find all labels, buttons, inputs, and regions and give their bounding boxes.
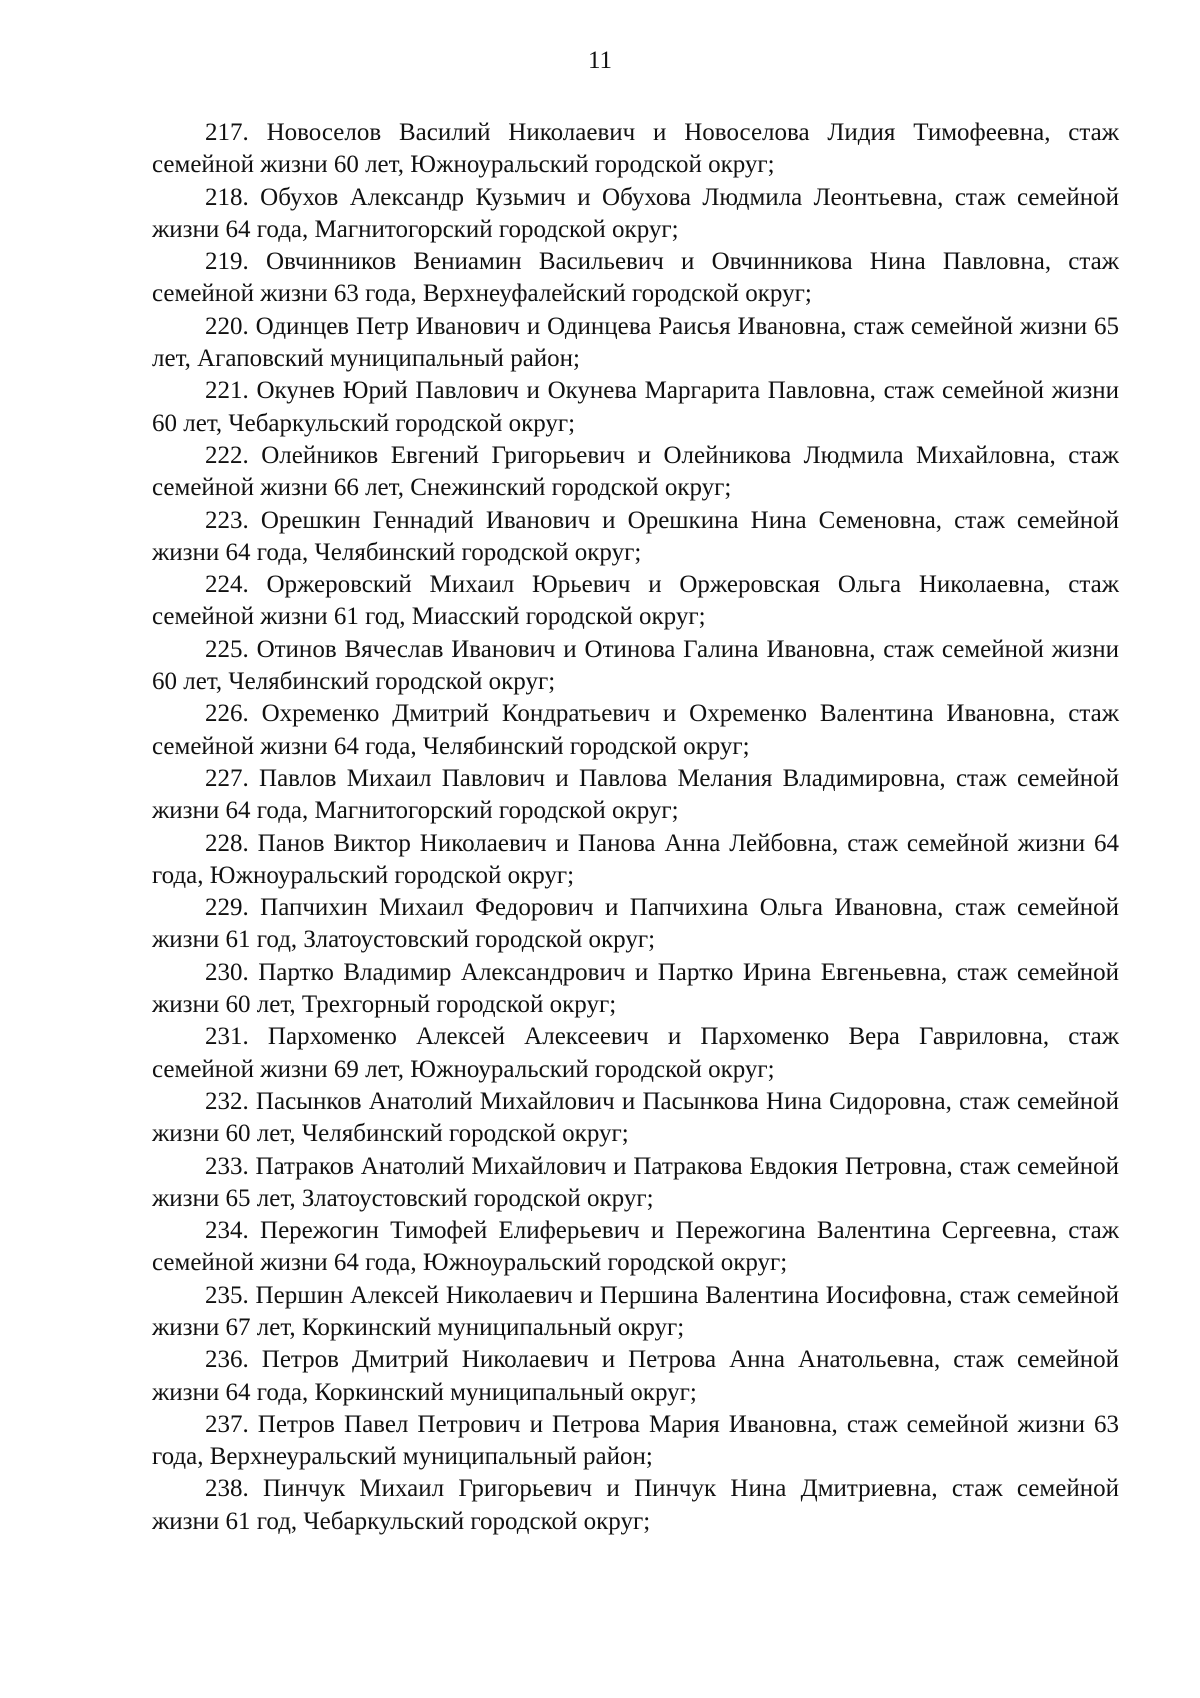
list-item: 225. Отинов Вячеслав Иванович и Отинова Галина Ивановна, стаж семейной жизни 60 лет, Челябинский городской округ; <box>152 635 1119 696</box>
list-item: 220. Одинцев Петр Иванович и Одинцева Раисья Ивановна, стаж семейной жизни 65 лет, Агаповский муниципальный район; <box>152 312 1119 373</box>
list-item: 230. Партко Владимир Александрович и Партко Ирина Евгеньевна, стаж семейной жизни 60 лет, Трехгорный городской округ; <box>152 958 1119 1019</box>
list-item: 232. Пасынков Анатолий Михайлович и Пасынкова Нина Сидоровна, стаж семейной жизни 60 лет, Челябинский городской округ; <box>152 1087 1119 1148</box>
list-item: 237. Петров Павел Петрович и Петрова Мария Ивановна, стаж семейной жизни 63 года, Верхнеуральский муниципальный район; <box>152 1410 1119 1471</box>
list-item: 227. Павлов Михаил Павлович и Павлова Мелания Владимировна, стаж семейной жизни 64 года, Магнитогорский городской округ; <box>152 764 1119 825</box>
page-number: 11 <box>587 47 613 74</box>
list-item: 233. Патраков Анатолий Михайлович и Патракова Евдокия Петровна, стаж семейной жизни 65 лет, Златоустовский городской округ; <box>152 1152 1119 1212</box>
list-item: 238. Пинчук Михаил Григорьевич и Пинчук Нина Дмитриевна, стаж семейной жизни 61 год, Чебаркульский городской округ; <box>152 1475 1119 1535</box>
list-item: 223. Орешкин Геннадий Иванович и Орешкина Нина Семеновна, стаж семейной жизни 64 года, Челябинский городской округ; <box>152 506 1119 566</box>
list-item: 231. Пархоменко Алексей Алексеевич и Пархоменко Вера Гавриловна, стаж семейной жизни 69 лет, Южноуральский городской округ; <box>152 1023 1119 1083</box>
list-item: 222. Олейников Евгений Григорьевич и Олейникова Людмила Михайловна, стаж семейной жизни 66 лет, Снежинский городской округ; <box>152 441 1119 502</box>
list-item: 234. Пережогин Тимофей Елиферьевич и Пережогина Валентина Сергеевна, стаж семейной жизни 64 года, Южноуральский городской округ; <box>152 1217 1119 1277</box>
list-item: 236. Петров Дмитрий Николаевич и Петрова Анна Анатольевна, стаж семейной жизни 64 года, Коркинский муниципальный округ; <box>152 1346 1119 1406</box>
list-item: 228. Панов Виктор Николаевич и Панова Анна Лейбовна, стаж семейной жизни 64 года, Южноуральский городской округ; <box>152 829 1119 889</box>
list-item: 218. Обухов Александр Кузьмич и Обухова Людмила Леонтьевна, стаж семейной жизни 64 года, Магнитогорский городской округ; <box>152 183 1119 243</box>
list-item: 217. Новоселов Василий Николаевич и Новоселова Лидия Тимофеевна, стаж семейной жизни 60 лет, Южноуральский городской округ; <box>152 119 1119 179</box>
list-item: 219. Овчинников Вениамин Васильевич и Овчинникова Нина Павловна, стаж семейной жизни 63 года, Верхнеуфалейский городской округ; <box>152 248 1119 308</box>
list-item: 235. Першин Алексей Николаевич и Першина Валентина Иосифовна, стаж семейной жизни 67 лет, Коркинский муниципальный округ; <box>152 1281 1119 1341</box>
list-item: 224. Оржеровский Михаил Юрьевич и Оржеровская Ольга Николаевна, стаж семейной жизни 61 год, Миасский городской округ; <box>152 571 1119 631</box>
list-item: 226. Охременко Дмитрий Кондратьевич и Охременко Валентина Ивановна, стаж семейной жизни 64 года, Челябинский городской округ; <box>152 700 1119 760</box>
entry-list <box>152 117 1119 1538</box>
list-item: 229. Папчихин Михаил Федорович и Папчихина Ольга Ивановна, стаж семейной жизни 61 год, Златоустовский городской округ; <box>152 894 1119 954</box>
list-item: 221. Окунев Юрий Павлович и Окунева Маргарита Павловна, стаж семейной жизни 60 лет, Чебаркульский городской округ; <box>152 377 1119 437</box>
